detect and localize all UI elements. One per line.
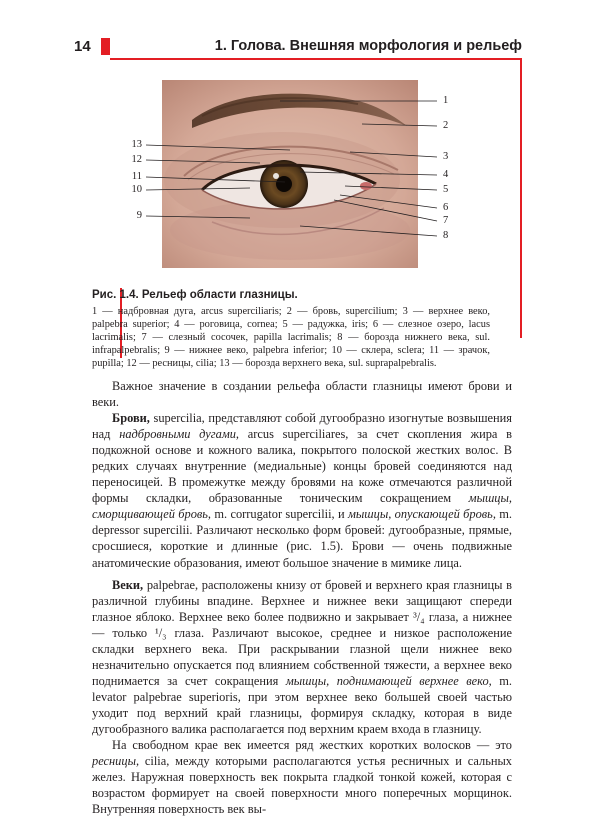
body-text [92,378,512,817]
callout-9: 9 [136,210,142,221]
callout-8: 8 [443,230,449,241]
callout-3: 3 [443,151,449,162]
callout-10: 10 [131,184,142,195]
figure-caption-title: Рис. 1.4. Рельеф области глазницы. [92,289,298,301]
text-run: supercilia, представляют собой дугообразно изогнутые возвышения над [92,411,512,442]
text-run: cilia, между которыми располагаются устья ресничных и сальных желез. Наружная поверхность век покрыта гладкой тонкой кожей, которая с возрастом формирует на своей поверхности много поперечных морщинок. Внутренняя поверхность век вы- [92,754,512,817]
paragraph-eyelashes [92,737,512,817]
italic-term: мышцы, опускающей бровь, [347,507,496,522]
callout-11: 11 [131,171,142,182]
paragraph-eyebrows [92,410,512,570]
figure-frame-right [520,58,522,338]
callout-13: 13 [131,139,142,150]
text-run: m. levator palpebrae superioris, при этом верхнее веко большей своей частью уходит под верхний край глазницы, формируя складку, которая в виде дугообразного валика располагается под верхним краем входа в глазницу. [92,673,512,736]
callout-12: 12 [131,154,142,165]
italic-term: мышцы, поднимающей верхнее веко, [285,673,492,688]
term-eyelids: Веки, [112,577,144,592]
eye-illustration [162,80,418,268]
italic-term: ресницы, [92,754,140,769]
callout-2: 2 [443,120,449,131]
figure-caption-legend: 1 — надбровная дуга, arcus superciliaris; 2 — бровь, supercilium; 3 — верхнее веко, palpebra superior; 4 — роговица, cornea; 5 — радужка, iris; 6 — слезное озеро, lacus lacrimalis; 7 — слезный сосочек, papilla lacrimalis; 8 — борозда нижнего века, sul. infrapalpebralis; 9 — нижнее веко, palpebra inferior; 10 — склера, sclera; 11 — зрачок, pupilla; 12 — ресницы, cilia; 13 — борозда верхнего века, sul. suprapalpebralis. [92,306,490,369]
italic-term: мышцы, сморщивающей бровь, [92,491,512,522]
running-head: 1. Голова. Внешняя морфология и рельеф [214,38,522,54]
italic-term: надбровными дугами, [119,427,240,442]
callout-4: 4 [443,169,449,180]
paragraph-intro: Важное значение в создании рельефа области глазницы имеют брови и веки. [92,379,512,410]
header-accent-tab [101,38,110,55]
header-rule [110,58,522,60]
page-number: 14 [74,38,91,55]
text-run: На свободном крае век имеется ряд жестких коротких волосков — это [112,738,512,753]
term-eyebrows: Брови, [112,411,150,426]
text-run: palpebrae, расположены книзу от бровей и верхнего края глазницы в различной глубины впадине. Верхнее и нижнее веки защищают спереди глазное яблоко. Верхнее веко более подвижно и закрывает ³/₄ глаза, а нижнее — только ¹/₃ глаза. Различают высокое, среднее и низкое расположение складки верхнего века. При раскрывании глазной щели нижнее веко незначительно опускается под влиянием собственной тяжести, а верхнее веко поднимается за счет сокращения [92,577,512,688]
callout-7: 7 [443,215,449,226]
paragraph-eyelids [92,577,512,737]
callout-1: 1 [443,95,449,106]
eye-region-photo [162,80,418,268]
callout-6: 6 [443,202,449,213]
text-run: arcus superciliares, за счет скопления жира в подкожной основе и кожного валика, покрытого полоской жестких волос. В редких случаях внутренние (медиальные) концы бровей соединяются над переносицей. В промежутке между бровями на коже отмечаются различной формы складки, образованные тоническим сокращением [92,427,512,506]
text-run: m. corrugator supercilii, и [211,507,348,522]
callout-5: 5 [443,184,449,195]
text-run: m. depressor supercilii. Различают несколько форм бровей: дугообразные, прямые, сросшиеся, короткие и длинные (рис. 1.5). Брови — очень подвижные анатомические образования, имеют большое значение в мимике лица. [92,507,513,570]
